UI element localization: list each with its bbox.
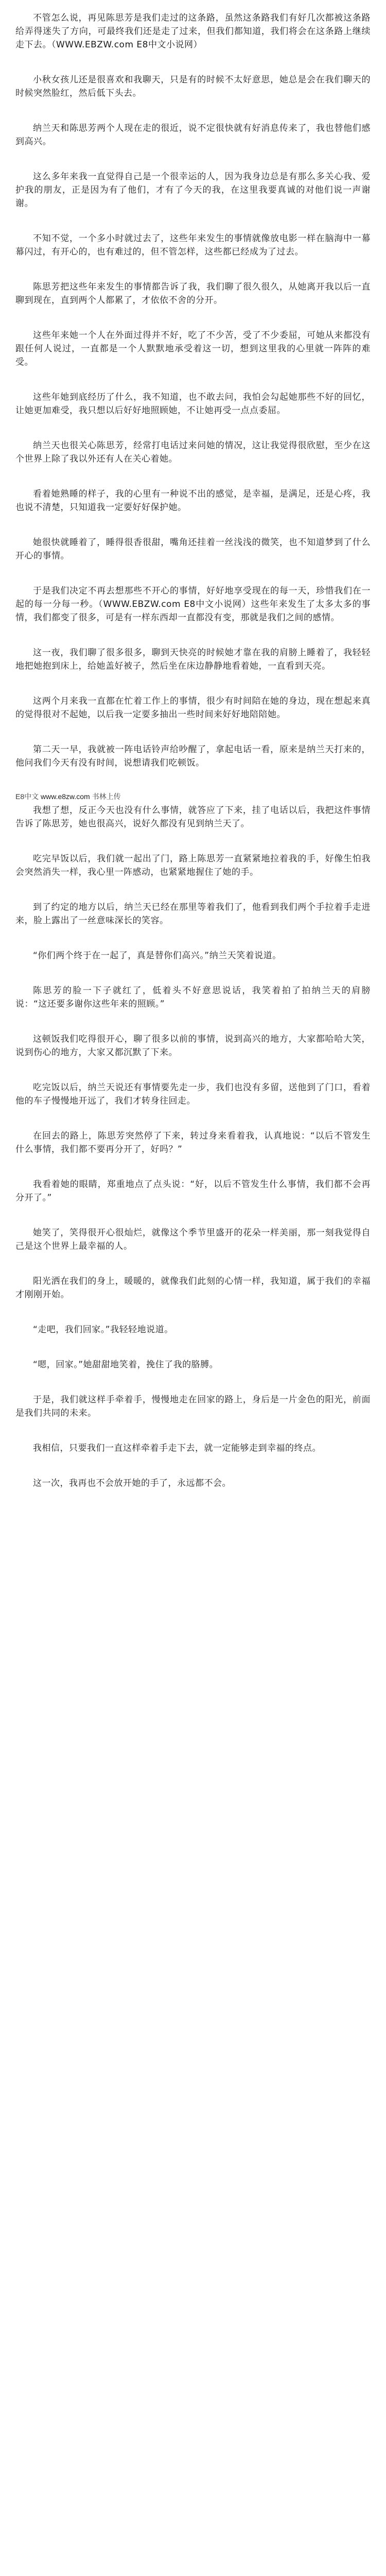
paragraph: 这两个月来我一直都在忙着工作上的事情，很少有时间陪在她的身边，现在想起来真的觉得很对不起她，以后我一定要多抽出一些时间来好好地陪陪她。 xyxy=(15,696,371,720)
paragraph: 这些年她到底经历了什么，我不知道，也不敢去问，我怕会勾起她那些不好的回忆，让她更加难受，我只想以后好好地照顾她，不让她再受一点点委屈。 xyxy=(15,392,371,416)
chapter-body-part-1 xyxy=(15,11,371,770)
watermark-suffix: 书林上传 xyxy=(92,792,121,801)
paragraph: 第二天一早，我就被一阵电话铃声给吵醒了，拿起电话一看，原来是纳兰天打来的，他问我们今天有没有时间，说想请我们吃顿饭。 xyxy=(15,744,371,768)
paragraph: 我想了想，反正今天也没有什么事情，就答应了下来，挂了电话以后，我把这件事情告诉了陈思芳，她也很高兴，说好久都没有见到纳兰天了。 xyxy=(15,805,371,829)
paragraph: 看着她熟睡的样子，我的心里有一种说不出的感觉，是幸福，是满足，还是心疼，我也说不清楚，只知道我一定要好好保护她。 xyxy=(15,489,371,513)
paragraph: 小秋女孩儿还是很喜欢和我聊天，只是有的时候不太好意思，她总是会在我们聊天的时候突然脸红，然后低下头去。 xyxy=(15,75,371,98)
paragraph: 这么多年来我一直觉得自己是一个很幸运的人，因为我身边总是有那么多关心我、爱护我的朋友，正是因为有了他们，才有了今天的我，在这里我要真诚的对他们说一声谢谢。 xyxy=(15,172,371,209)
paragraph: 这顿饭我们吃得很开心，聊了很多以前的事情，说到高兴的地方，大家都哈哈大笑，说到伤心的地方，大家又都沉默了下来。 xyxy=(15,1034,371,1058)
paragraph: 我看着她的眼睛，郑重地点了点头说：“好，以后不管发生什么事情，我们都不会再分开了。” xyxy=(15,1179,371,1203)
paragraph: 她笑了，笑得很开心很灿烂，就像这个季节里盛开的花朵一样美丽，那一刻我觉得自己是这个世界上最幸福的人。 xyxy=(15,1228,371,1251)
paragraph: 纳兰天也很关心陈思芳，经常打电话过来问她的情况，这让我觉得很欣慰，至少在这个世界上除了我以外还有人在关心着她。 xyxy=(15,440,371,464)
paragraph: 不管怎么说，再见陈思芳是我们走过的这条路，虽然这条路我们有好几次都被这条路给弄得迷失了方向，可最终我们还是走了过来，但我们都知道，我们将会在这条路上继续走下去。（WWW.EBZW.com E8中文小说网） xyxy=(15,13,371,50)
paragraph: 于是，我们就这样手牵着手，慢慢地走在回家的路上，身后是一片金色的阳光，前面是我们共同的未来。 xyxy=(15,1395,371,1418)
paragraph: 纳兰天和陈思芳两个人现在走的很近，说不定很快就有好消息传来了，我也替他们感到高兴。 xyxy=(15,123,371,147)
paragraph: 这一次，我再也不会放开她的手了，永远都不会。 xyxy=(33,1478,231,1488)
paragraph: 吃完早饭以后，我们就一起出了门，路上陈思芳一直紧紧地拉着我的手，好像生怕我会突然消失一样，我心里一阵感动，也紧紧地握住了她的手。 xyxy=(15,854,371,877)
paragraph: “走吧，我们回家。”我轻轻地说道。 xyxy=(33,1325,173,1335)
paragraph: 于是我们决定不再去想那些不开心的事情，好好地享受现在的每一天，珍惜我们在一起的每一分每一秒。（WWW.EBZW.com E8中文小说网）这些年来发生了太多太多的事情，我们都变了很多，可是有一样东西却一直都没有变，那就是我们之间的感情。 xyxy=(15,586,371,623)
chapter-body-part-2 xyxy=(15,804,371,1490)
paragraph: 这一夜，我们聊了很多很多，聊到天快亮的时候她才靠在我的肩膀上睡着了，我轻轻地把她抱到床上，给她盖好被子，然后坐在床边静静地看着她，一直看到天亮。 xyxy=(15,648,371,671)
paragraph: “嗯，回家。”她甜甜地笑着，挽住了我的胳膊。 xyxy=(33,1360,219,1370)
paragraph: 到了约定的地方以后，纳兰天已经在那里等着我们了，他看到我们两个手拉着手走进来，脸上露出了一丝意味深长的笑容。 xyxy=(15,902,371,926)
paragraph: 吃完饭以后，纳兰天说还有事情要先走一步，我们也没有多留，送他到了门口，看着他的车子慢慢地开远了，我们才转身往回走。 xyxy=(15,1082,371,1106)
paragraph: 陈思芳把这些年来发生的事情都告诉了我，我们聊了很久很久，从她离开我以后一直聊到现在，直到两个人都累了，才依依不舍的分开。 xyxy=(15,282,371,306)
paragraph: 她很快就睡着了，睡得很香很甜，嘴角还挂着一丝浅浅的微笑，也不知道梦到了什么开心的事情。 xyxy=(15,537,371,561)
watermark-site: www.e8zw.com xyxy=(41,792,90,801)
paragraph: 在回去的路上，陈思芳突然停了下来，转过身来看着我，认真地说：“以后不管发生什么事情，我们都不要再分开了，好吗？” xyxy=(15,1131,371,1155)
paragraph: “你们两个终于在一起了，真是替你们高兴。”纳兰天笑着说道。 xyxy=(33,951,282,961)
paragraph: 阳光洒在我们的身上，暖暖的，就像我们此刻的心情一样，我知道，属于我们的幸福才刚刚开始。 xyxy=(15,1276,371,1300)
paragraph: 不知不觉，一个多小时就过去了，这些年来发生的事情就像放电影一样在脑海中一幕幕闪过，有开心的，也有难过的，但不管怎样，这些都已经成为了过去。 xyxy=(15,233,371,257)
paragraph: 我相信，只要我们一直这样牵着手走下去，就一定能够走到幸福的终点。 xyxy=(33,1443,321,1453)
paragraph: 陈思芳的脸一下子就红了，低着头不好意思说话，我笑着拍了拍纳兰天的肩膀说：“这还要多谢你这些年来的照顾。” xyxy=(15,986,371,1009)
paragraph: 这些年来她一个人在外面过得并不好，吃了不少苦，受了不少委屈，可她从来都没有跟任何人说过，一直都是一个人默默地承受着这一切，想到这里我的心里就一阵阵的难受。 xyxy=(15,330,371,367)
watermark-prefix: E8中文 xyxy=(15,792,39,801)
site-watermark xyxy=(15,791,371,802)
